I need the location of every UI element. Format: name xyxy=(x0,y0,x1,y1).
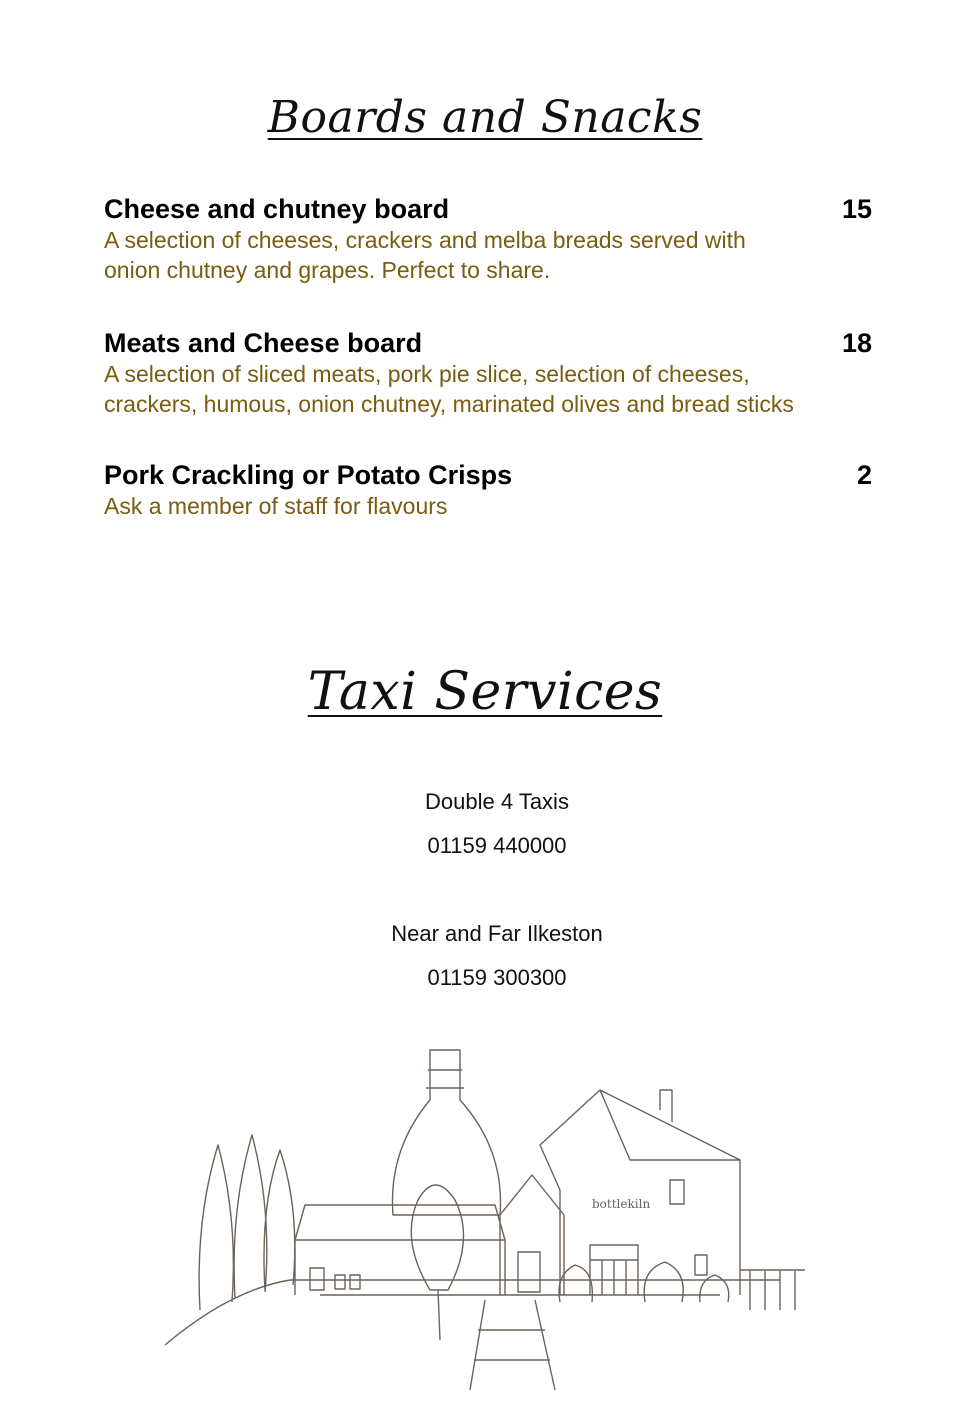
tree-outline xyxy=(234,1135,267,1298)
menu-item xyxy=(104,327,894,419)
menu-item-name: Cheese and chutney board xyxy=(104,194,450,224)
menu-item xyxy=(104,193,894,285)
front-path xyxy=(470,1300,555,1390)
menu-item-name: Pork Crackling or Potato Crisps xyxy=(104,460,513,490)
taxi-phone-number: 01159 300300 xyxy=(427,965,567,990)
menu-item-price: 18 xyxy=(841,328,872,358)
doorway xyxy=(518,1252,540,1292)
central-gable xyxy=(500,1175,564,1295)
left-building xyxy=(295,1205,505,1295)
menu-item-price: 15 xyxy=(841,194,872,224)
bottle-kiln-band xyxy=(426,1070,464,1088)
boards-section-title: Boards and Snacks xyxy=(267,92,703,143)
menu-item-name: Meats and Cheese board xyxy=(104,328,423,358)
taxi-phone-number: 01159 440000 xyxy=(427,833,567,858)
bay-window xyxy=(590,1245,638,1295)
window xyxy=(670,1180,684,1204)
taxi-company-name: Near and Far Ilkeston xyxy=(391,921,603,946)
menu-item-description: Ask a member of staff for flavours xyxy=(104,493,448,519)
pub-sketch-illustration xyxy=(160,1040,810,1400)
bush xyxy=(644,1262,683,1302)
ground-line xyxy=(165,1280,780,1345)
front-tree xyxy=(411,1185,463,1290)
menu-item-description: A selection of cheeses, crackers and melba breads served with onion chutney and grapes. Perfect to share. xyxy=(104,227,746,283)
menu-item-description: A selection of sliced meats, pork pie slice, selection of cheeses, crackers, humous, onion chutney, marinated olives and bread sticks xyxy=(104,361,794,417)
menu-item xyxy=(104,459,894,521)
tree-outline xyxy=(199,1145,233,1310)
bush xyxy=(700,1275,729,1302)
window xyxy=(695,1255,707,1275)
pub-sign: bottlekiln xyxy=(592,1197,651,1211)
front-tree-trunk xyxy=(438,1290,440,1340)
chimney xyxy=(660,1090,672,1122)
taxi-company-name: Double 4 Taxis xyxy=(425,789,569,814)
window xyxy=(310,1268,324,1290)
tree-outline xyxy=(264,1150,295,1290)
right-building xyxy=(540,1090,740,1295)
fence xyxy=(740,1270,805,1310)
window xyxy=(335,1275,345,1289)
window xyxy=(350,1275,360,1289)
menu-item-price: 2 xyxy=(856,460,872,490)
taxi-section-title: Taxi Services xyxy=(307,662,663,722)
